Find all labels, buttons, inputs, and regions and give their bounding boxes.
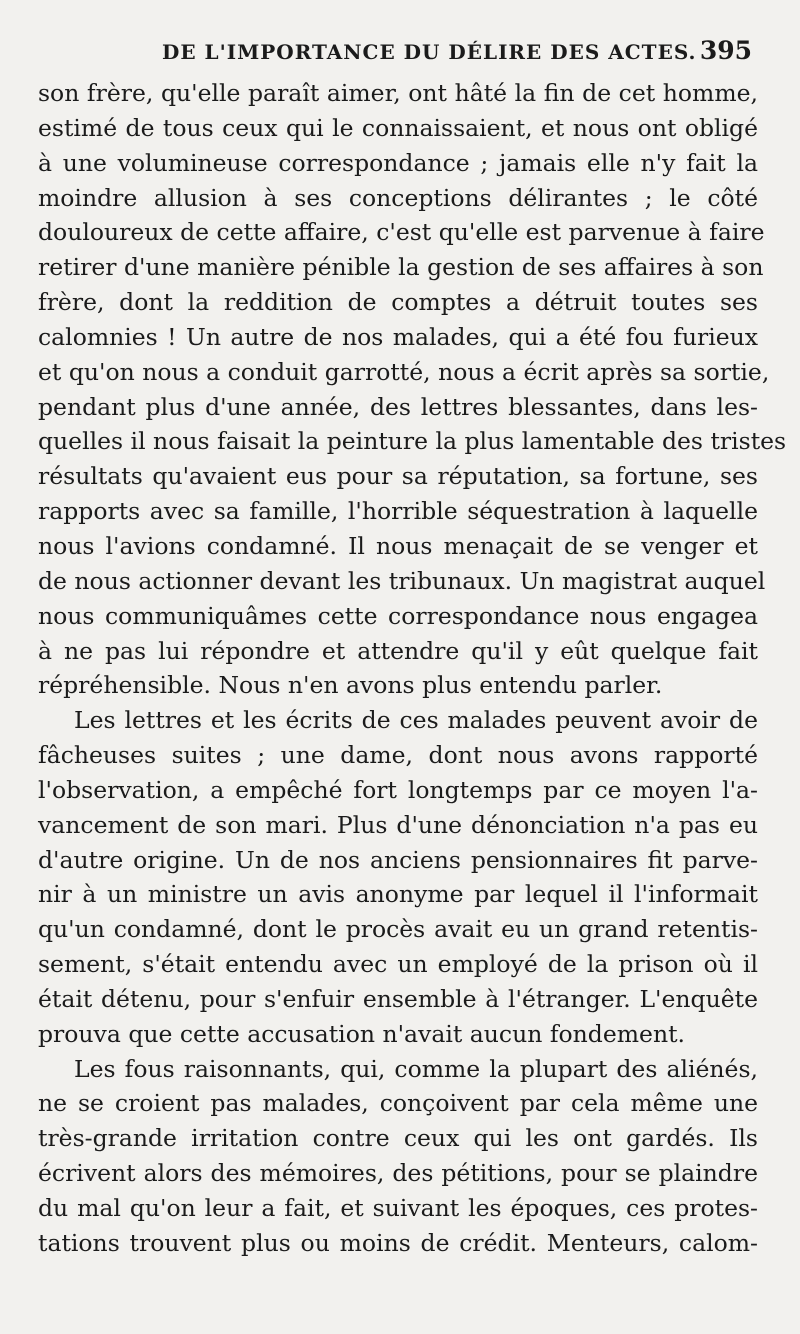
text-line: nous communiquâmes cette correspondance nous engagea [38, 601, 758, 630]
text-line: très-grande irritation contre ceux qui les ont gardés. Ils [38, 1124, 758, 1153]
text-line: et qu'on nous a conduit garrotté, nous a écrit après sa sortie, [38, 357, 770, 386]
text-line: quelles il nous faisait la peinture la plus lamentable des tristes [38, 427, 787, 456]
text-line: calomnies ! Un autre de nos malades, qui a été fou furieux [38, 322, 758, 351]
text-line: vancement de son mari. Plus d'une dénonciation n'a pas eu [38, 810, 758, 839]
body-text [38, 76, 787, 1261]
text-line: retirer d'une manière pénible la gestion de ses affaires à son [38, 253, 764, 282]
text-line: d'autre origine. Un de nos anciens pensionnaires fit parve- [38, 845, 758, 874]
text-line: ne se croient pas malades, conçoivent par cela même une [38, 1089, 758, 1118]
text-line: résultats qu'avaient eus pour sa réputation, sa fortune, ses [38, 462, 758, 491]
text-line: écrivent alors des mémoires, des pétitions, pour se plaindre [38, 1159, 758, 1188]
paragraph-3 [38, 1052, 758, 1261]
text-line: du mal qu'on leur a fait, et suivant les époques, ces protes- [38, 1194, 758, 1222]
text-line: prouva que cette accusation n'avait aucun fondement. [38, 1019, 685, 1048]
text-line: douloureux de cette affaire, c'est qu'elle est parvenue à faire [38, 218, 765, 247]
text-line: moindre allusion à ses conceptions délirantes ; le côté [38, 183, 758, 212]
text-line: pendant plus d'une année, des lettres blessantes, dans les- [38, 392, 758, 421]
text-line: Les fous raisonnants, qui, comme la plupart des aliénés, [74, 1054, 758, 1083]
text-line: frère, dont la reddition de comptes a détruit toutes ses [38, 288, 758, 317]
text-line: à ne pas lui répondre et attendre qu'il y eût quelque fait [38, 636, 758, 665]
text-line: son frère, qu'elle paraît aimer, ont hâté la fin de cet homme, [38, 79, 758, 107]
paragraph-2 [38, 703, 758, 1051]
running-head-title: DE L'IMPORTANCE DU DÉLIRE DES ACTES. [162, 40, 697, 64]
text-line: rapports avec sa famille, l'horrible séquestration à laquelle [38, 497, 758, 526]
text-line: nir à un ministre un avis anonyme par lequel il l'informait [38, 880, 758, 909]
text-line: répréhensible. Nous n'en avons plus entendu parler. [38, 671, 663, 700]
page-number: 395 [699, 36, 752, 65]
text-line: l'observation, a empêché fort longtemps par ce moyen l'a- [38, 775, 758, 804]
running-head [40, 36, 752, 72]
text-line: était détenu, pour s'enfuir ensemble à l'étranger. L'enquête [38, 984, 758, 1013]
text-line: à une volumineuse correspondance ; jamais elle n'y fait la [38, 148, 758, 177]
text-line: Les lettres et les écrits de ces malades peuvent avoir de [74, 706, 758, 735]
text-line: qu'un condamné, dont le procès avait eu un grand retentis- [38, 915, 758, 944]
text-line: sement, s'était entendu avec un employé de la prison où il [38, 950, 758, 979]
text-line: fâcheuses suites ; une dame, dont nous avons rapporté [38, 741, 758, 770]
text-line: tations trouvent plus ou moins de crédit. Menteurs, calom- [38, 1228, 758, 1257]
text-line: nous l'avions condamné. Il nous menaçait de se venger et [38, 531, 758, 560]
text-line: de nous actionner devant les tribunaux. Un magistrat auquel [38, 566, 766, 595]
text-line: estimé de tous ceux qui le connaissaient, et nous ont obligé [38, 113, 758, 142]
paragraph-1 [38, 76, 787, 703]
